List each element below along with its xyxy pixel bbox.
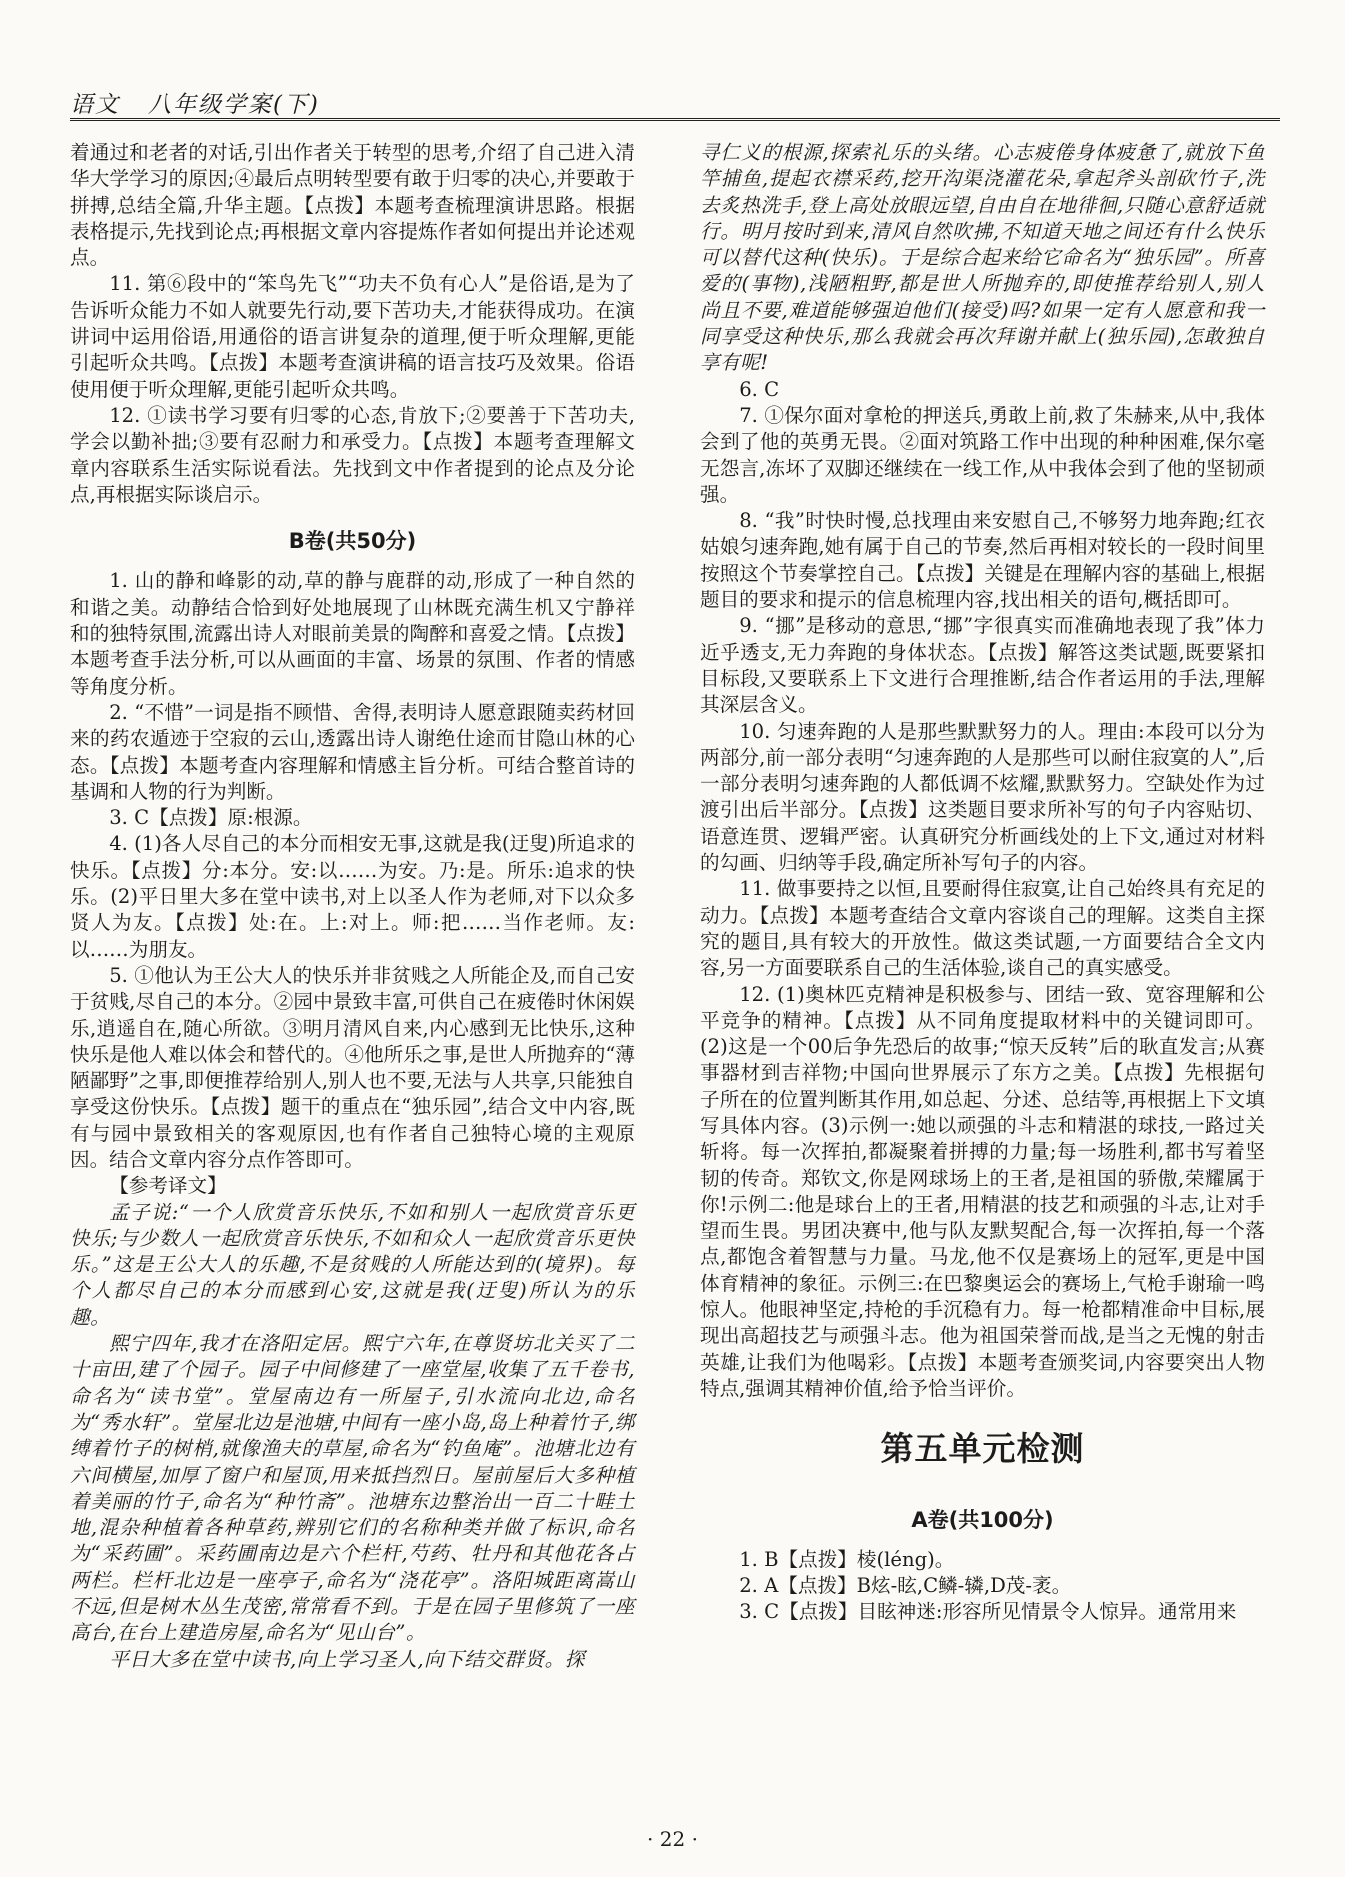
translation-paragraph: 孟子说:“一个人欣赏音乐快乐,不如和别人一起欣赏音乐更快乐;与少数人一起欣赏音乐快乐,不如和众人一起欣赏音乐更快乐。”这是王公大人的乐趣,不是贫贱的人所能达到的(境界)。每个人都尽自己的本分而感到心安,这就是我(迂叟)所认为的乐趣。 — [70, 1200, 635, 1329]
answer-paragraph: 1. 山的静和峰影的动,草的静与鹿群的动,形成了一种自然的和谐之美。动静结合恰到好处地展现了山林既充满生机又宁静祥和的独特氛围,流露出诗人对眼前美景的陶醉和喜爱之情。【点拨】本题考查手法分析,可以从画面的丰富、场景的氛围、作者的情感等角度分析。 — [70, 569, 635, 698]
unit-title: 第五单元检测 — [880, 1429, 1085, 1469]
translation-paragraph: 平日大多在堂中读书,向上学习圣人,向下结交群贤。探 — [109, 1647, 585, 1671]
answer-paragraph: 3. C【点拨】目眩神迷:形容所见情景令人惊异。通常用来 — [739, 1600, 1237, 1624]
reference-translation-title: 【参考译文】 — [109, 1174, 227, 1198]
right-column — [700, 140, 1265, 1626]
answer-paragraph: 12. (1)奥林匹克精神是积极参与、团结一致、宽容理解和公平竞争的精神。【点拨】从不同角度提取材料中的关键词即可。(2)这是一个00后争先恐后的故事;“惊天反转”后的耿直发言;从赛事器材到吉祥物;中国向世界展示了东方之美。【点拨】先根据句子所在的位置判断其作用,如总起、分述、总结等,再根据上下文填写具体内容。(3)示例一:她以顽强的斗志和精湛的球技,一路过关斩将。每一次挥拍,都凝聚着拼搏的力量;每一场胜利,都书写着坚韧的传奇。郑钦文,你是网球场上的王者,是祖国的骄傲,荣耀属于你!示例二:他是球台上的王者,用精湛的技艺和顽强的斗志,让对手望而生畏。男团决赛中,他与队友默契配合,每一次挥拍,每一个落点,都饱含着智慧与力量。马龙,他不仅是赛场上的冠军,更是中国体育精神的象征。示例三:在巴黎奥运会的赛场上,气枪手谢瑜一鸣惊人。他眼神坚定,持枪的手沉稳有力。每一枪都精准命中目标,展现出高超技艺与顽强斗志。他为祖国荣誉而战,是当之无愧的射击英雄,让我们为他喝彩。【点拨】本题考查颁奖词,内容要突出人物特点,强调其精神价值,给予恰当评价。 — [700, 982, 1265, 1400]
answer-paragraph: 9. “挪”是移动的意思,“挪”字很真实而准确地表现了我”体力近乎透支,无力奔跑的身体状态。【点拨】解答这类试题,既要紧扣目标段,又要联系上下文进行合理推断,结合作者运用的手法,理解其深层含义。 — [700, 614, 1265, 717]
answer-paragraph: 7. ①保尔面对拿枪的押送兵,勇敢上前,救了朱赫来,从中,我体会到了他的英勇无畏。②面对筑路工作中出现的种种困难,保尔毫无怨言,冻坏了双脚还继续在一线工作,从中我体会到了他的坚韧顽强。 — [700, 403, 1265, 506]
translation-paragraph: 寻仁义的根源,探索礼乐的头绪。心志疲倦身体疲惫了,就放下鱼竿捕鱼,提起衣襟采药,挖开沟渠浇灌花朵,拿起斧头剖砍竹子,洗去炙热洗手,登上高处放眼远望,自由自在地徘徊,只随心意舒适就行。明月按时到来,清风自然吹拂,不知道天地之间还有什么快乐可以替代这种(快乐)。于是综合起来给它命名为“独乐园”。所喜爱的(事物),浅陋粗野,都是世人所抛弃的,即使推荐给别人,别人尚且不要,难道能够强迫他们(接受)吗?如果一定有人愿意和我一同享受这种快乐,那么我就会再次拜谢并献上(独乐园),怎敢独自享有呢! — [700, 141, 1265, 375]
translation-paragraph: 熙宁四年,我才在洛阳定居。熙宁六年,在尊贤坊北关买了二十亩田,建了个园子。园子中间修建了一座堂屋,收集了五千卷书,命名为“读书堂”。堂屋南边有一所屋子,引水流向北边,命名为“秀水轩”。堂屋北边是池塘,中间有一座小岛,岛上种着竹子,绑缚着竹子的树梢,就像渔夫的草屋,命名为“钓鱼庵”。池塘北边有六间横屋,加厚了窗户和屋顶,用来抵挡烈日。屋前屋后大多种植着美丽的竹子,命名为“种竹斋”。池塘东边整治出一百二十畦土地,混杂种植着各种草药,辨别它们的名称种类并做了标识,命名为“采药圃”。采药圃南边是六个栏杆,芍药、牡丹和其他花各占两栏。栏杆北边是一座亭子,命名为“浇花亭”。洛阳城距离嵩山不远,但是树木丛生茂密,常常看不到。于是在园子里修筑了一座高台,在台上建造房屋,命名为“见山台”。 — [70, 1332, 635, 1645]
answer-paragraph: 6. C — [739, 377, 780, 401]
answer-paragraph: 2. A【点拨】B炫-眩,C鳞-辚,D茂-袤。 — [739, 1574, 1072, 1598]
header-subject: 语文 — [70, 92, 120, 118]
answer-paragraph: 3. C【点拨】原:根源。 — [109, 806, 313, 830]
answer-paragraph: 1. B【点拨】棱(léng)。 — [739, 1547, 955, 1571]
section-a-title: A卷(共100分) — [911, 1507, 1054, 1532]
left-column — [70, 140, 635, 1673]
header-title: 八年级学案(下) — [147, 92, 320, 118]
answer-paragraph: 11. 第⑥段中的“笨鸟先飞”“功夫不负有心人”是俗语,是为了告诉听众能力不如人就要先行动,要下苦功夫,才能获得成功。在演讲词中运用俗语,用通俗的语言讲复杂的道理,便于听众理解,更能引起听众共鸣。【点拨】本题考查演讲稿的语言技巧及效果。俗语使用便于听众理解,更能引起听众共鸣。 — [70, 272, 635, 401]
answer-paragraph: 4. (1)各人尽自己的本分而相安无事,这就是我(迂叟)所追求的快乐。【点拨】分:本分。安:以……为安。乃:是。所乐:追求的快乐。(2)平日里大多在堂中读书,对上以圣人作为老师,对下以众多贤人为友。【点拨】处:在。上:对上。师:把……当作老师。友:以……为朋友。 — [70, 832, 635, 961]
answer-paragraph: 12. ①读书学习要有归零的心态,肯放下;②要善于下苦功夫,学会以勤补拙;③要有忍耐力和承受力。【点拨】本题考查理解文章内容联系生活实际说看法。先找到文中作者提到的论点及分论点,再根据实际谈启示。 — [70, 403, 635, 506]
answer-paragraph: 10. 匀速奔跑的人是那些默默努力的人。理由:本段可以分为两部分,前一部分表明“匀速奔跑的人是那些可以耐住寂寞的人”,后一部分表明匀速奔跑的人都低调不炫耀,默默努力。空缺处作为过渡引出后半部分。【点拨】这类题目要求所补写的句子内容贴切、语意连贯、逻辑严密。认真研究分析画线处的上下文,通过对材料的勾画、归纳等手段,确定所补写句子的内容。 — [700, 719, 1265, 875]
answer-paragraph: 着通过和老者的对话,引出作者关于转型的思考,介绍了自己进入清华大学学习的原因;④最后点明转型要有敢于归零的决心,并要敢于拼搏,总结全篇,升华主题。【点拨】本题考查梳理演讲思路。根据表格提示,先找到论点;再根据文章内容提炼作者如何提出并论述观点。 — [70, 141, 635, 270]
answer-paragraph: 2. “不惜”一词是指不顾惜、舍得,表明诗人愿意跟随卖药材回来的药农遁迹于空寂的云山,透露出诗人谢绝仕途而甘隐山林的心态。【点拨】本题考查内容理解和情感主旨分析。可结合整首诗的基调和人物的行为判断。 — [70, 700, 635, 803]
answer-paragraph: 8. “我”时快时慢,总找理由来安慰自己,不够努力地奔跑;红衣姑娘匀速奔跑,她有属于自己的节奏,然后再相对较长的一段时间里按照这个节奏掌控自己。【点拨】关键是在理解内容的基础上,根据题目的要求和提示的信息梳理内容,找出相关的语句,概括即可。 — [700, 509, 1265, 612]
answer-paragraph: 5. ①他认为王公大人的快乐并非贫贱之人所能企及,而自己安于贫贱,尽自己的本分。②园中景致丰富,可供自己在疲倦时休闲娱乐,逍遥自在,随心所欲。③明月清风自来,内心感到无比快乐,这种快乐是他人难以体会和替代的。④他所乐之事,是世人所抛弃的“薄陋鄙野”之事,即便推荐给别人,别人也不要,无法与人共享,只能独自享受这份快乐。【点拨】题干的重点在“独乐园”,结合文中内容,既有与园中景致相关的客观原因,也有作者自己独特心境的主观原因。结合文章内容分点作答即可。 — [70, 963, 635, 1171]
section-b-title: B卷(共50分) — [288, 529, 417, 554]
running-header — [70, 86, 1280, 119]
page-number: · 22 · — [647, 1827, 698, 1851]
header-rule — [70, 118, 1280, 121]
answer-paragraph: 11. 做事要持之以恒,且要耐得住寂寞,让自己始终具有充足的动力。【点拨】本题考查结合文章内容谈自己的理解。这类自主探究的题目,具有较大的开放性。做这类试题,一方面要结合全文内容,另一方面要联系自己的生活体验,谈自己的真实感受。 — [700, 877, 1265, 980]
